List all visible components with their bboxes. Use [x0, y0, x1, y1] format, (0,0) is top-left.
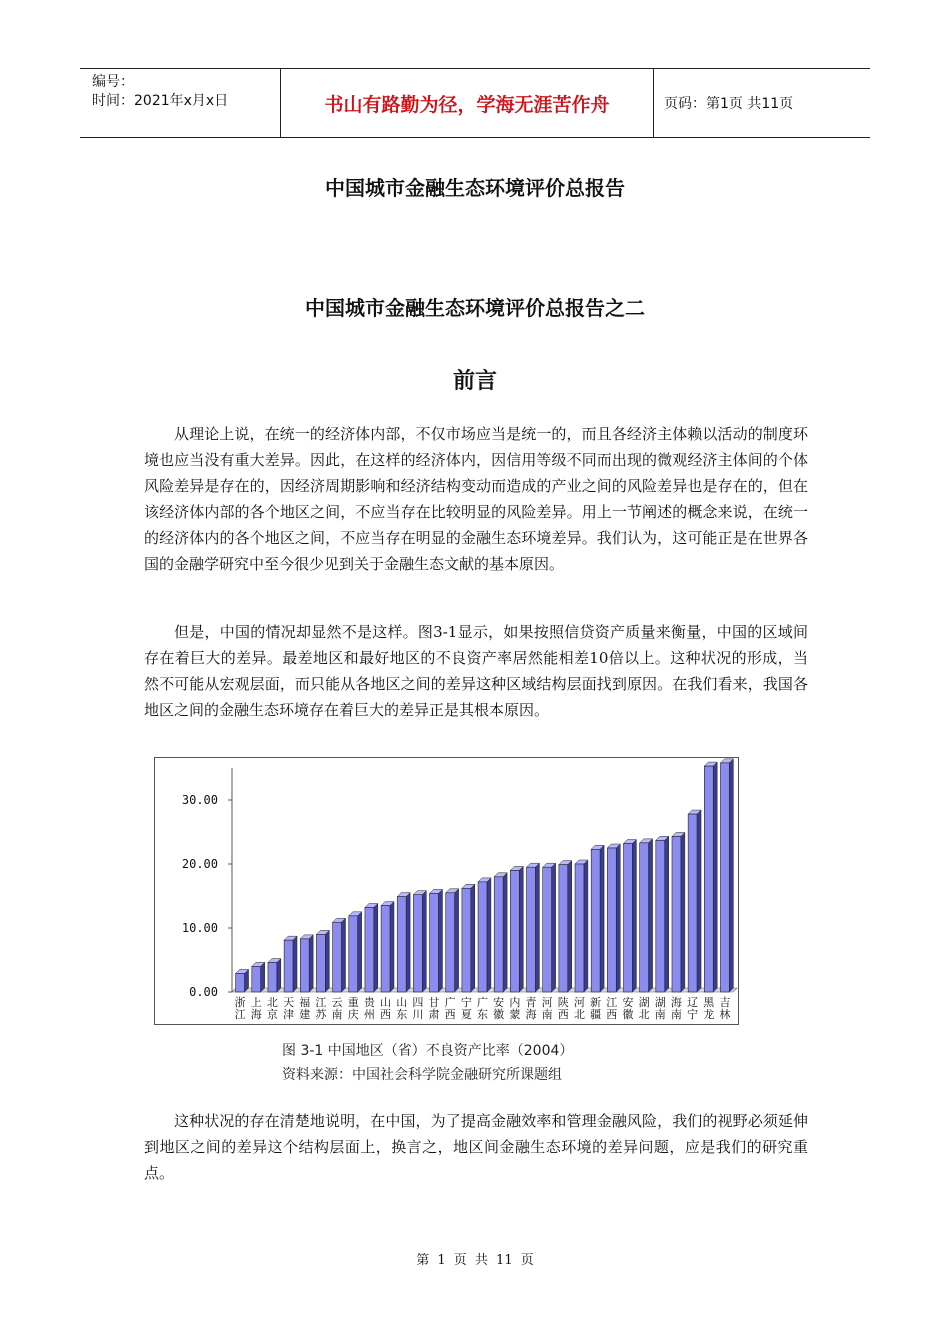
bar-side [277, 959, 281, 992]
x-tick-label: 海 [250, 1008, 262, 1021]
bar [656, 840, 665, 992]
x-tick-label: 新 [590, 996, 602, 1009]
bar [446, 893, 455, 992]
bar-side [487, 878, 491, 992]
bar-side [358, 912, 362, 992]
bar-side [681, 832, 685, 992]
bar [333, 922, 342, 992]
x-tick-label: 北 [266, 996, 278, 1009]
x-tick-label: 四 [412, 996, 424, 1009]
x-tick-label: 山 [396, 996, 408, 1009]
bar-side [406, 893, 410, 992]
x-tick-label: 疆 [590, 1008, 602, 1021]
x-tick-label: 庆 [347, 1008, 359, 1021]
bar-side [600, 845, 604, 992]
x-tick-label: 西 [606, 1008, 618, 1021]
bar-side [503, 873, 507, 992]
x-tick-label: 吉 [719, 996, 731, 1009]
x-tick-label: 安 [622, 996, 634, 1009]
x-tick-label: 津 [283, 1008, 295, 1021]
x-tick-label: 肃 [428, 1008, 440, 1021]
bar-side [341, 918, 345, 992]
bar-side [261, 962, 265, 992]
x-tick-label: 安 [493, 996, 505, 1009]
x-tick-label: 山 [380, 996, 392, 1009]
bar-side [713, 762, 717, 992]
x-tick-label: 江 [606, 996, 618, 1009]
x-tick-label: 南 [541, 1008, 553, 1021]
bar-side [665, 836, 669, 992]
figure-caption: 图 3-1 中国地区（省）不良资产比率（2004） [282, 1043, 574, 1059]
x-tick-label: 重 [347, 996, 359, 1009]
x-tick-label: 广 [444, 996, 456, 1009]
bar-side [697, 810, 701, 992]
bar-side [374, 904, 378, 992]
x-tick-label: 苏 [315, 1008, 327, 1021]
bar-side [455, 889, 459, 992]
bar [316, 934, 325, 992]
page-footer: 第 1 页 共 11 页 [416, 1253, 534, 1268]
bar-side [325, 930, 329, 992]
x-tick-label: 上 [250, 996, 262, 1009]
bar-side [552, 863, 556, 992]
bar [381, 906, 390, 992]
bar [607, 848, 616, 992]
bar-side [729, 759, 733, 992]
x-tick-label: 贵 [363, 996, 375, 1009]
x-tick-label: 海 [670, 996, 682, 1009]
x-tick-label: 东 [396, 1008, 408, 1021]
x-tick-label: 河 [541, 996, 553, 1009]
bar-side [438, 889, 442, 992]
x-tick-label: 东 [477, 1008, 488, 1021]
x-tick-label: 龙 [703, 1008, 715, 1021]
time-label: 时间：2021年x月x日 [92, 93, 229, 109]
bar-side [632, 840, 636, 992]
figure-source: 资料来源：中国社会科学院金融研究所课题组 [282, 1067, 562, 1083]
bar [591, 849, 600, 992]
bar [640, 843, 649, 992]
x-tick-label: 海 [525, 1008, 537, 1021]
bar [284, 940, 293, 992]
header-meta [80, 69, 280, 137]
x-tick-label: 北 [573, 1008, 585, 1021]
bar [494, 877, 503, 992]
bar [397, 897, 406, 992]
y-tick-label: 10.00 [181, 921, 218, 935]
x-tick-label: 南 [331, 1008, 343, 1021]
bar [575, 864, 584, 992]
bar-side [616, 844, 620, 992]
x-tick-label: 宁 [460, 996, 472, 1009]
bar-side [535, 863, 539, 992]
bar [462, 888, 471, 992]
x-tick-label: 京 [266, 1008, 278, 1021]
x-tick-label: 南 [654, 1008, 666, 1021]
x-tick-label: 湖 [654, 996, 666, 1009]
bar [252, 966, 261, 992]
x-tick-label: 广 [477, 996, 488, 1009]
bar [300, 939, 309, 992]
bar-side [584, 860, 588, 992]
x-tick-label: 徽 [622, 1008, 634, 1021]
bar [559, 865, 568, 992]
y-tick-label: 0.00 [189, 985, 218, 999]
x-tick-label: 青 [525, 996, 537, 1009]
header-page-info: 页码：第1页 共11页 [664, 96, 794, 112]
bar-chart [155, 758, 738, 1024]
document-header [80, 68, 870, 138]
main-title: 中国城市金融生态环境评价总报告 [325, 176, 625, 200]
bar [430, 893, 439, 992]
x-tick-label: 川 [412, 1008, 424, 1021]
bar-side [422, 891, 426, 992]
bar [413, 895, 422, 992]
x-tick-label: 湖 [638, 996, 650, 1009]
x-tick-label: 西 [444, 1008, 456, 1021]
y-tick-label: 30.00 [181, 793, 218, 807]
x-tick-label: 江 [315, 996, 327, 1009]
paragraph-3: 这种状况的存在清楚地说明，在中国，为了提高金融效率和管理金融风险，我们的视野必须延伸到地区之间的差异这个结构层面上，换言之，地区间金融生态环境的差异问题，应是我们的研究重点。 [144, 1112, 808, 1182]
bar [672, 836, 681, 992]
x-tick-label: 州 [363, 1008, 375, 1021]
x-tick-label: 河 [573, 996, 585, 1009]
x-tick-label: 浙 [234, 996, 246, 1009]
section-title: 前言 [452, 369, 497, 394]
number-label: 编号： [92, 74, 134, 90]
bar [349, 916, 358, 992]
bar-chart-frame [154, 757, 739, 1025]
x-tick-label: 西 [380, 1008, 392, 1021]
y-tick-label: 20.00 [181, 857, 218, 871]
x-tick-label: 北 [638, 1008, 650, 1021]
bar-side [309, 935, 313, 992]
bar [510, 870, 519, 992]
paragraph-2: 但是，中国的情况却显然不是这样。图3-1显示，如果按照信贷资产质量来衡量，中国的区域间存在着巨大的差异。最差地区和最好地区的不良资产率居然能相差10倍以上。这种状况的形成，当然不可能从宏观层面，而只能从各地区之间的差异这种区域结构层面找到原因。在我们看来，我国各地区之间的金融生态环境存在着巨大的差异正是其根本原因。 [144, 623, 808, 719]
bar [527, 867, 536, 992]
x-tick-label: 辽 [687, 996, 699, 1009]
bar [720, 763, 729, 992]
x-tick-label: 西 [557, 1008, 569, 1021]
bar-side [649, 839, 653, 992]
sub-title: 中国城市金融生态环境评价总报告之二 [305, 296, 645, 320]
x-tick-label: 徽 [493, 1008, 505, 1021]
header-motto: 书山有路勤为径，学海无涯苦作舟 [280, 69, 654, 137]
bar [624, 844, 633, 992]
bar-side [568, 861, 572, 992]
bar-side [390, 902, 394, 992]
bar [268, 963, 277, 992]
x-tick-label: 陕 [557, 996, 569, 1009]
x-tick-label: 夏 [460, 1008, 472, 1021]
bar [688, 814, 697, 992]
bar [236, 973, 245, 992]
paragraph-1: 从理论上说，在统一的经济体内部，不仅市场应当是统一的，而且各经济主体赖以活动的制度环境也应当没有重大差异。因此，在这样的经济体内，因信用等级不同而出现的微观经济主体间的个体风险差异是存在的，因经济周期影响和经济结构变动而造成的产业之间的风险差异也是存在的，但在该经济体内部的各个地区之间，不应当存在比较明显的风险差异。用上一节阐述的概念来说，在统一的经济体内的各个地区之间，不应当存在明显的金融生态环境差异。我们认为，这可能正是在世界各国的金融学研究中至今很少见到关于金融生态文献的基本原因。 [144, 425, 808, 573]
bar-side [293, 936, 297, 992]
x-tick-label: 黑 [703, 996, 715, 1009]
x-tick-label: 天 [283, 996, 295, 1009]
x-tick-label: 宁 [687, 1008, 699, 1021]
x-tick-label: 南 [670, 1008, 682, 1021]
x-tick-label: 林 [719, 1008, 731, 1021]
x-tick-label: 甘 [428, 996, 440, 1009]
x-tick-label: 云 [331, 996, 343, 1009]
bar-side [519, 866, 523, 992]
bar [543, 867, 552, 992]
x-tick-label: 江 [234, 1008, 246, 1021]
bar [365, 908, 374, 992]
bar-side [471, 884, 475, 992]
x-tick-label: 内 [509, 996, 521, 1009]
x-tick-label: 福 [299, 996, 311, 1009]
x-tick-label: 蒙 [509, 1008, 521, 1021]
x-tick-label: 建 [299, 1008, 311, 1021]
bar [478, 882, 487, 992]
bar [704, 766, 713, 992]
